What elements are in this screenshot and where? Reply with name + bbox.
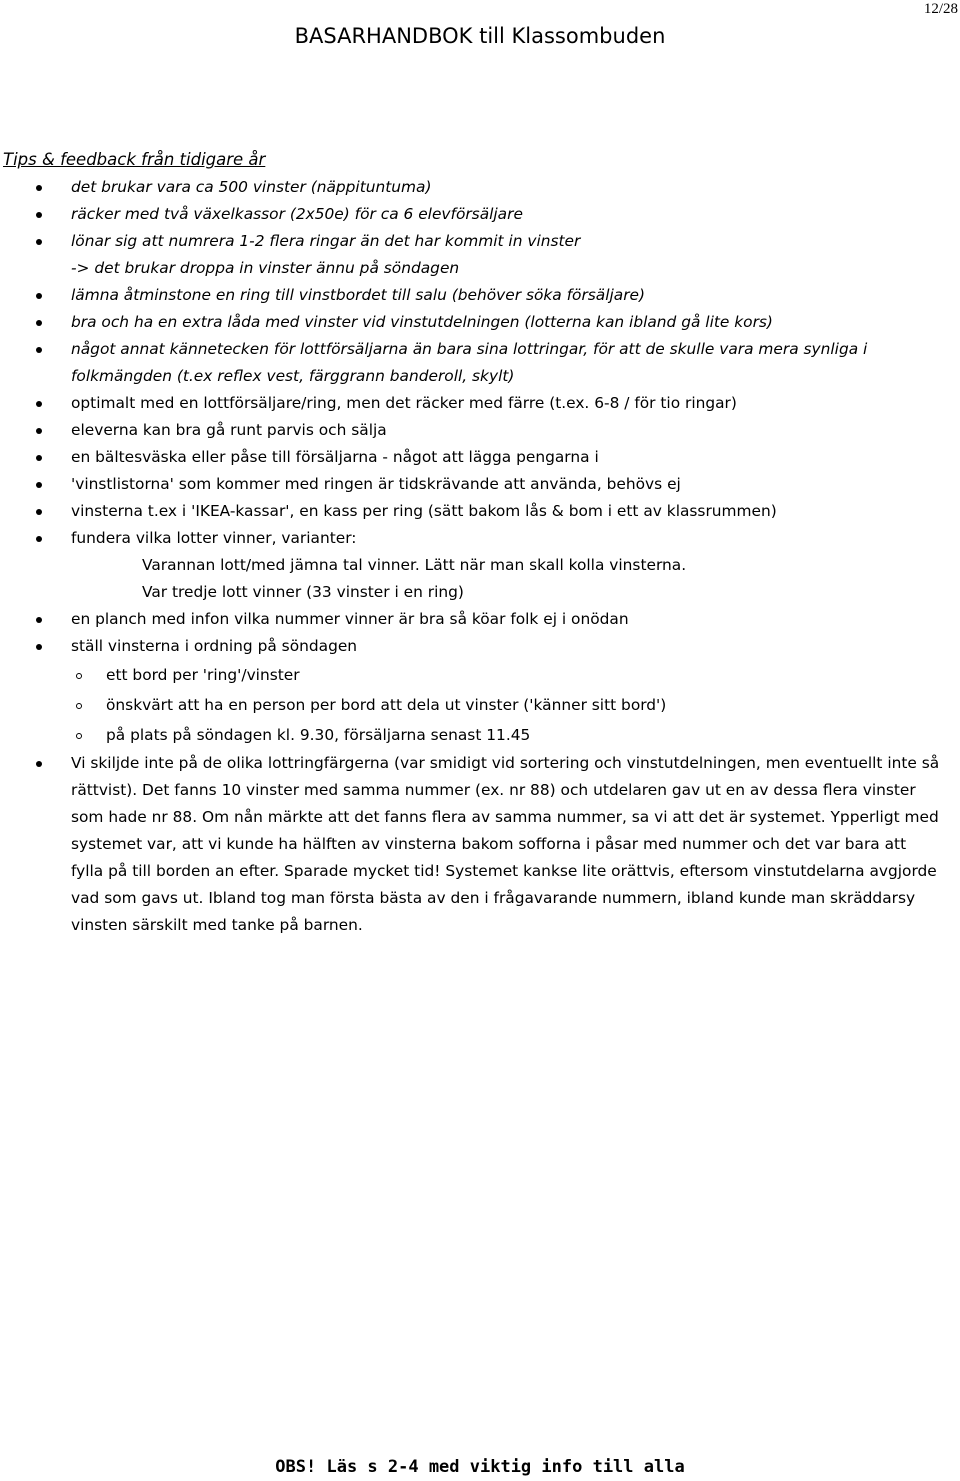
tip-text: lämna åtminstone en ring till vinstbordet till salu (behöver söka försäljare)	[71, 286, 646, 304]
tip-subitem	[0, 720, 960, 750]
tip-item	[0, 444, 960, 471]
tip-continuation	[0, 255, 960, 282]
tip-text: på plats på söndagen kl. 9.30, försäljarna senast 11.45	[106, 726, 531, 744]
tip-item	[0, 336, 960, 390]
tip-text: en planch med infon vilka nummer vinner är bra så köar folk ej i onödan	[71, 610, 629, 628]
document-title: BASARHANDBOK till Klassombuden	[294, 24, 666, 48]
bullet-icon	[36, 428, 42, 434]
tip-item	[0, 390, 960, 417]
tip-item	[0, 525, 960, 552]
bullet-icon	[36, 536, 42, 542]
tip-item	[0, 606, 960, 633]
bullet-icon	[36, 212, 42, 218]
footer-note: OBS! Läs s 2-4 med viktig info till alla	[275, 1457, 685, 1477]
tip-text: vinsterna t.ex i 'IKEA-kassar', en kass per ring (sätt bakom lås & bom i ett av klassrummen)	[71, 502, 777, 520]
tip-text: Varannan lott/med jämna tal vinner. Lätt när man skall kolla vinsterna.	[142, 556, 687, 574]
bullet-icon	[36, 293, 42, 299]
bullet-icon	[36, 617, 42, 623]
bullet-icon	[36, 185, 42, 191]
bullet-icon	[36, 320, 42, 326]
tip-item	[0, 201, 960, 228]
bullet-icon	[36, 644, 42, 650]
tip-item	[0, 750, 960, 939]
tip-variant	[0, 552, 960, 579]
sub-bullet-icon	[76, 673, 82, 679]
tip-text: ett bord per 'ring'/vinster	[106, 666, 300, 684]
tip-text: det brukar vara ca 500 vinster (näppituntuma)	[71, 178, 432, 196]
tip-variant	[0, 579, 960, 606]
tip-text: ställ vinsterna i ordning på söndagen	[71, 637, 358, 655]
tip-text: en bältesväska eller påse till försäljarna - något att lägga pengarna i	[71, 448, 599, 466]
tip-text: 'vinstlistorna' som kommer med ringen är tidskrävande att använda, behövs ej	[71, 475, 681, 493]
bullet-icon	[36, 509, 42, 515]
tip-item	[0, 633, 960, 660]
tip-item	[0, 228, 960, 255]
bullet-icon	[36, 239, 42, 245]
tip-text: fundera vilka lotter vinner, varianter:	[71, 529, 357, 547]
tip-item	[0, 498, 960, 525]
tip-text: Var tredje lott vinner (33 vinster i en ring)	[142, 583, 464, 601]
tip-text: eleverna kan bra gå runt parvis och sälja	[71, 421, 387, 439]
tip-text: optimalt med en lottförsäljare/ring, men det räcker med färre (t.ex. 6-8 / för tio ringar)	[71, 394, 737, 412]
tip-item	[0, 174, 960, 201]
tip-text: något annat kännetecken för lottförsäljarna än bara sina lottringar, för att de skulle vara mera synliga i folkmängden (t.ex reflex vest, färggrann banderoll, skylt)	[71, 340, 868, 385]
tips-list	[0, 174, 960, 939]
tip-item	[0, 471, 960, 498]
tip-text: lönar sig att numrera 1-2 flera ringar än det har kommit in vinster	[71, 232, 581, 250]
bullet-icon	[36, 401, 42, 407]
sub-bullet-icon	[76, 733, 82, 739]
tip-text: önskvärt att ha en person per bord att dela ut vinster ('känner sitt bord')	[106, 696, 667, 714]
tip-text: -> det brukar droppa in vinster ännu på söndagen	[71, 259, 460, 277]
tip-subitem	[0, 660, 960, 690]
sub-bullet-icon	[76, 703, 82, 709]
bullet-icon	[36, 347, 42, 353]
tip-text: Vi skiljde inte på de olika lottringfärgerna (var smidigt vid sortering och vinstutdelningen, men eventuellt inte så rättvist). Det fanns 10 vinster med samma nummer (ex. nr 88) och utdelaren gav ut en av dessa flera vinster som hade nr 88. Om nån märkte att det fanns flera av samma nummer, sa vi att det är systemet. Ypperligt med systemet var, att vi kunde ha hälften av vinsterna bakom sofforna i påsar med nummer och det var bara att fylla på till borden an efter. Sparade mycket tid! Systemet kankse lite orättvis, eftersom vinstutdelarna avgjorde vad som gavs ut. Ibland tog man första bästa av den i frågavarande nummern, ibland kunde man skräddarsy vinsten särskilt med tanke på barnen.	[71, 754, 940, 934]
tip-subitem	[0, 690, 960, 720]
tip-text: räcker med två växelkassor (2x50e) för ca 6 elevförsäljare	[71, 205, 523, 223]
tip-item	[0, 282, 960, 309]
bullet-icon	[36, 761, 42, 767]
tip-item	[0, 309, 960, 336]
tip-text: bra och ha en extra låda med vinster vid vinstutdelningen (lotterna kan ibland gå lite kors)	[71, 313, 773, 331]
tip-item	[0, 417, 960, 444]
bullet-icon	[36, 455, 42, 461]
section-heading: Tips & feedback från tidigare år	[3, 150, 266, 169]
page-number: 12/28	[923, 1, 958, 17]
bullet-icon	[36, 482, 42, 488]
